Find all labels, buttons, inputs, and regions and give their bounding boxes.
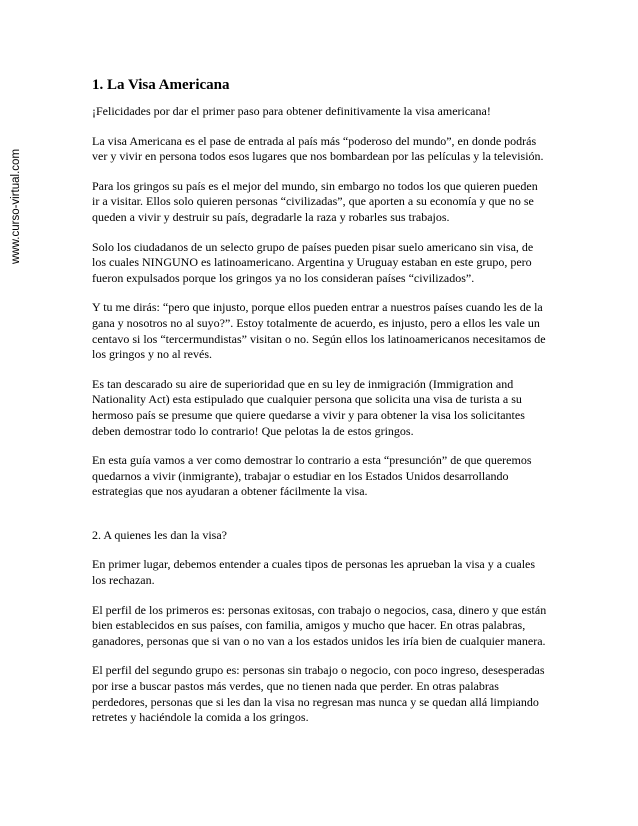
paragraph-intro: ¡Felicidades por dar el primer paso para obtener definitivamente la visa americana!	[92, 104, 491, 118]
paragraph-guia: En esta guía vamos a ver como demostrar lo contrario a esta “presunción” de que queremos quedarnos a vivir (inmigrante), trabajar o estudiar en los Estados Unidos desarrollando estrategias que nos ayudaran a obtener fácilmente la visa.	[92, 453, 532, 499]
document-body	[92, 76, 548, 740]
paragraph-tipos-personas: En primer lugar, debemos entender a cuales tipos de personas les aprueban la visa y a cuales los rechazan.	[92, 557, 536, 588]
paragraph-mejor-pais: Para los gringos su país es el mejor del mundo, sin embargo no todos los que quieren pueden ir a visitar. Ellos solo quieren personas “civilizadas”, que aporten a su economía y que no se queden a vivir y destruir su país, degradarle la raza y robarles sus trabajos.	[92, 178, 538, 224]
document-title: 1. La Visa Americana	[92, 77, 230, 93]
paragraph-paises-sin-visa: Solo los ciudadanos de un selecto grupo de países pueden pisar suelo americano sin visa, de los cuales NINGUNO es latinoamericano. Argentina y Uruguay estaban en este grupo, pero fueron expulsados porque los gringos ya no los consideran países “civilizados”.	[92, 239, 534, 285]
paragraph-perfil-primeros: El perfil de los primeros es: personas exitosas, con trabajo o negocios, casa, dinero y que están bien establecidos en sus países, con familia, amigos y mucho que hacer. En otras palabras, ganadores, personas que si van o no van a los estados unidos les iría bien de cualquier manera.	[92, 602, 547, 648]
paragraph-superioridad: Es tan descarado su aire de superioridad que en su ley de inmigración (Immigration and Nationality Act) esta estipulado que cualquier persona que solicita una visa de turista a su hermoso país se presume que quiere quedarse a vivir y para obtener la visa los solicitantes deben demostrar todo lo contrario! Que pelotas la de estos gringos.	[92, 376, 525, 438]
paragraph-pase-entrada: La visa Americana es el pase de entrada al país más “poderoso del mundo”, en donde podrás ver y vivir en persona todos esos lugares que nos bombardean por las películas y la televisión.	[92, 133, 544, 164]
sidebar-url: www.curso-virtual.com	[10, 148, 22, 264]
paragraph-perfil-segundo: El perfil del segundo grupo es: personas sin trabajo o negocio, con poco ingreso, desesperadas por irse a buscar pastos más verdes, que no tienen nada que perder. En otras palabras perdedores, personas que si les dan la visa no regresan mas nunca y se quedan allá limpiando retretes y haciéndole la comida a los gringos.	[92, 663, 545, 725]
section2-heading: 2. A quienes les dan la visa?	[92, 527, 227, 542]
paragraph-injusto: Y tu me dirás: “pero que injusto, porque ellos pueden entrar a nuestros países cuando les de la gana y nosotros no al suyo?”. Estoy totalmente de acuerdo, es injusto, pero a ellos les vale un centavo si los “tercermundistas” visitan o no. Según ellos los latinoamericanos necesitamos de los gringos y no al revés.	[92, 300, 546, 362]
